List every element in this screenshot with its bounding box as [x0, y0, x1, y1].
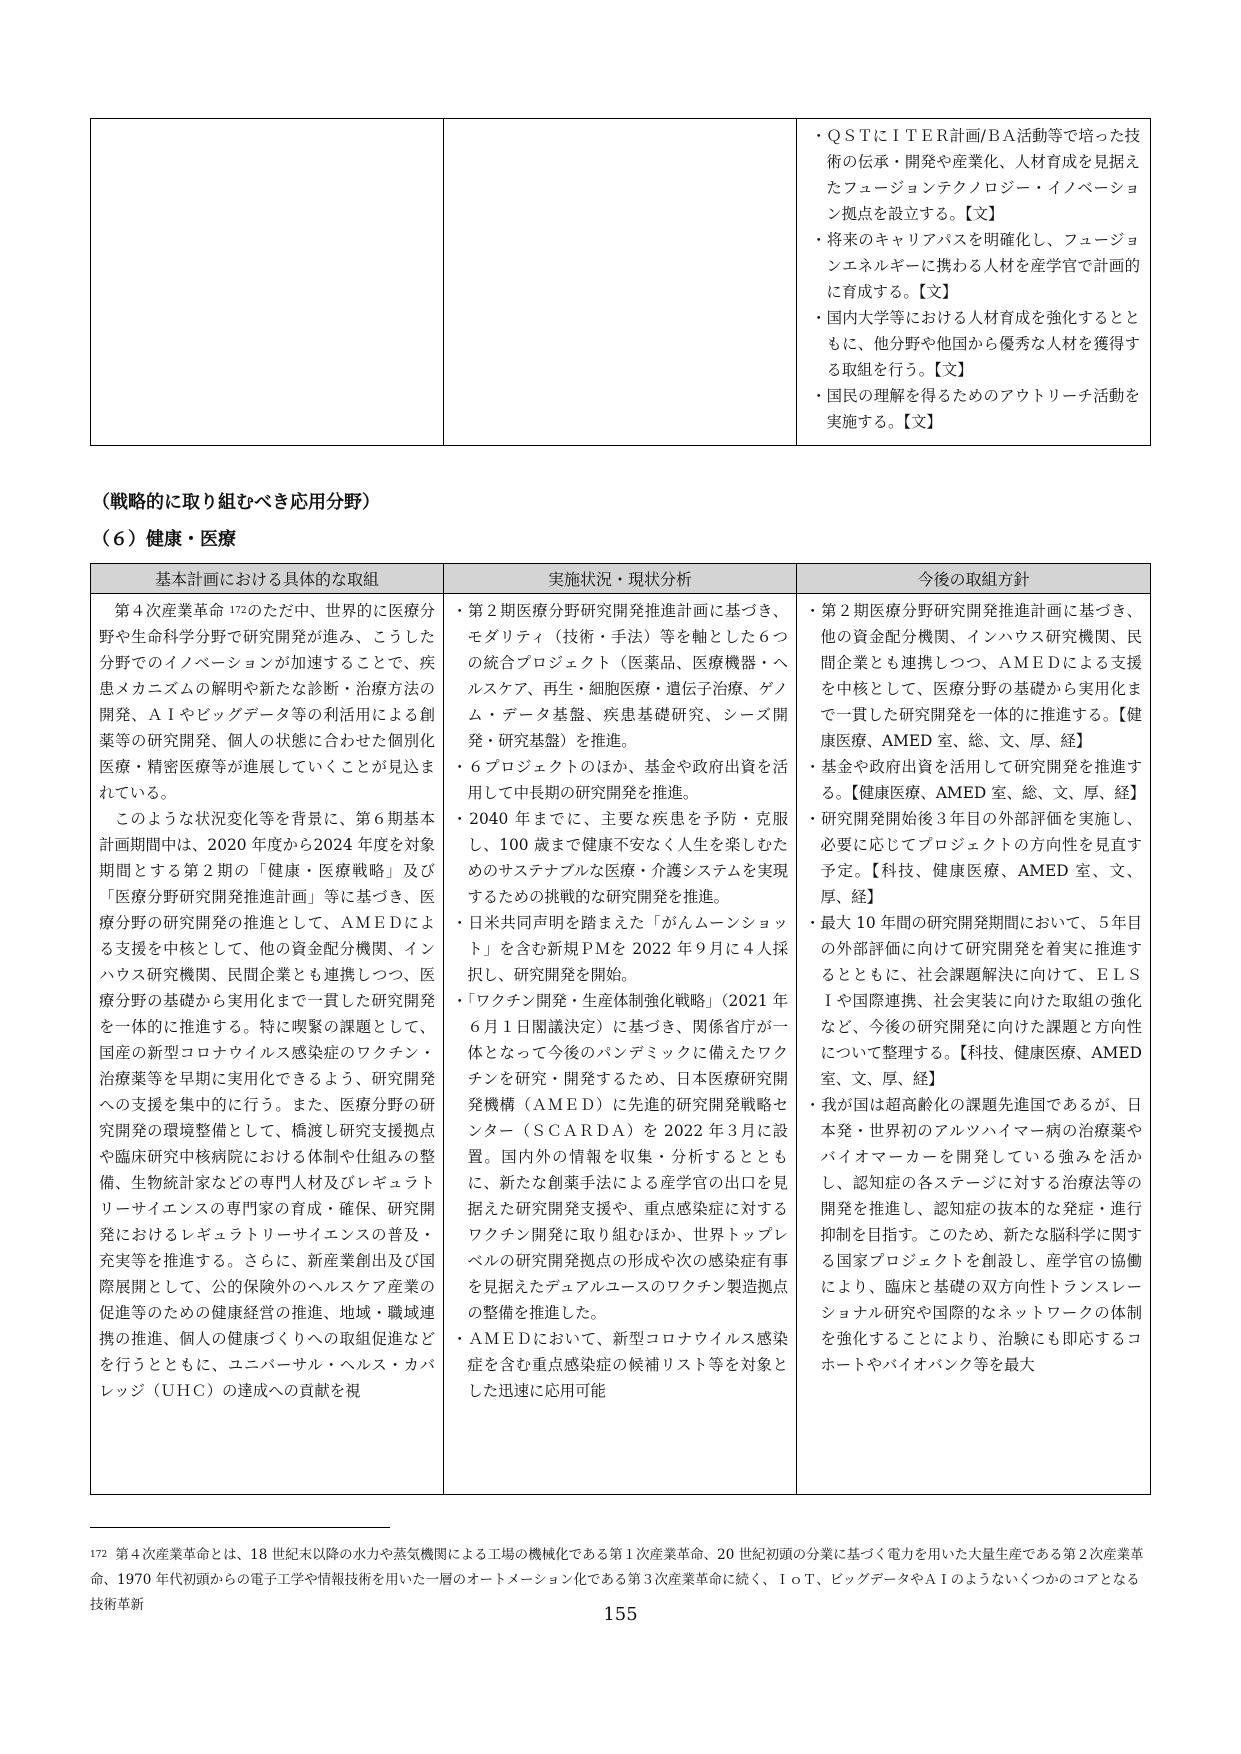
status-cell [444, 594, 797, 1495]
continuation-cell-plan [91, 119, 444, 446]
list-item: ・将来のキャリアパスを明確化し、フュージョンエネルギーに携わる人材を産学官で計画的に育成する。【文】 [811, 231, 1140, 301]
footnote-ref: 172 [229, 606, 247, 616]
column-header: 今後の取組方針 [797, 564, 1151, 594]
status-list [452, 598, 788, 1404]
health-medical-table [90, 563, 1151, 1495]
plan-text [99, 598, 435, 1404]
page-number: 155 [603, 1604, 638, 1625]
list-item: ・国内大学等における人材育成を強化するとともに、他分野や他国から優秀な人材を獲得する取組を行う。【文】 [811, 309, 1140, 379]
list-item: ・最大 10 年間の研究開発期間において、５年目の外部評価に向けて研究開発を着実に推進するとともに、社会課題解決に向けて、ＥＬＳＩや国際連携、社会実装に向けた取組の強化など、今後の研究開発に向けた課題と方向性について整理する。【科技、健康医療、AMED 室、文、厚、経】 [805, 914, 1142, 1088]
text-span: 第４次産業革命 [114, 602, 225, 620]
list-item: ・基金や政府出資を活用して研究開発を推進する。【健康医療、AMED 室、総、文、厚、経】 [805, 758, 1146, 802]
subsection-heading: （６）健康・医療 [92, 529, 236, 550]
continuation-cell-status [444, 119, 797, 446]
plan-paragraph [99, 598, 435, 806]
policy-list [805, 598, 1146, 1378]
list-item: ・ＱＳＴにＩＴＥＲ計画/ＢＡ活動等で培った技術の伝承・開発や産業化、人材育成を見据えたフュージョンテクノロジー・イノベーション拠点を設立する。【文】 [811, 127, 1140, 223]
list-item: ・2040 年までに、主要な疾患を予防・克服し、100 歳まで健康不安なく人生を楽しむためのサステナブルな医療・介護システムを実現するための挑戦的な研究開発を推進。 [452, 810, 788, 906]
continuation-table [90, 118, 1151, 446]
list-item: ・研究開発開始後３年目の外部評価を実施し、必要に応じてプロジェクトの方向性を見直す予定。【科技、健康医療、AMED 室、文、厚、経】 [805, 810, 1142, 906]
list-item: ・６プロジェクトのほか、基金や政府出資を活用して中長期の研究開発を推進。 [452, 758, 788, 802]
list-item: ・国民の理解を得るためのアウトリーチ活動を実施する。【文】 [811, 387, 1140, 431]
section-heading: （戦略的に取り組むべき応用分野） [92, 492, 380, 513]
continuation-cell-policy [797, 119, 1151, 446]
list-item: ・日米共同声明を踏まえた「がんムーンショット」を含む新規ＰＭを 2022 年９月に４人採択し、研究開発を開始。 [452, 914, 788, 984]
list-item: ・我が国は超高齢化の課題先進国であるが、日本発・世界初のアルツハイマー病の治療薬やバイオマーカーを開発している強みを活かし、認知症の各ステージに対する治療法等の開発を推進し、認知症の抜本的な発症・進行抑制を目指す。このため、新たな脳科学に関する国家プロジェクトを創設し、産学官の協働により、臨床と基礎の双方向性トランスレーショナル研究や国際的なネットワークの体制を強化することにより、治験にも即応するコホートやバイオバンク等を最大 [805, 1096, 1142, 1374]
continuation-policy-list [811, 123, 1140, 435]
footnote-text: 第４次産業革命とは、18 世紀末以降の水力や蒸気機関による工場の機械化である第１次産業革命、20 世紀初頭の分業に基づく電力を用いた大量生産である第２次産業革命、1970 年代初頭からの電子工学や情報技術を用いた一層のオートメーション化である第３次産業革命に続く、ＩｏＴ、ビッグデータやＡＩのようないくつかのコアとなる技術革新 [90, 1547, 1144, 1613]
footnote-number: 172 [90, 1550, 108, 1560]
list-item: ・「ワクチン開発・生産体制強化戦略」（2021 年６月１日閣議決定）に基づき、関係省庁が一体となって今後のパンデミックに備えたワクチンを研究・開発するため、日本医療研究開発機構（ＡＭＥＤ）に先進的研究開発戦略センター（ＳＣＡＲＤＡ）を 2022 年３月に設置。国内外の情報を収集・分析するとともに、新たな創薬手法による産学官の出口を見据えた研究開発支援や、重点感染症に対するワクチン開発に取り組むほか、世界トップレベルの研究開発拠点の形成や次の感染症有事を見据えたデュアルユースのワクチン製造拠点の整備を推進した。 [452, 992, 788, 1322]
column-header: 基本計画における具体的な取組 [91, 564, 444, 594]
footnote-divider [90, 1527, 390, 1528]
policy-cell [797, 594, 1151, 1495]
column-header: 実施状況・現状分析 [444, 564, 797, 594]
list-item: ・第２期医療分野研究開発推進計画に基づき、モダリティ（技術・手法）等を軸とした６つの統合プロジェクト（医薬品、医療機器・ヘルスケア、再生・細胞医療・遺伝子治療、ゲノム・データ基盤、疾患基礎研究、シーズ開発・研究基盤）を推進。 [452, 602, 788, 750]
plan-cell [91, 594, 444, 1495]
list-item: ・ＡＭＥＤにおいて、新型コロナウイルス感染症を含む重点感染症の候補リスト等を対象とした迅速に応用可能 [452, 1330, 788, 1400]
plan-paragraph: このような状況変化等を背景に、第６期基本計画期間中は、2020 年度から2024 年度を対象期間とする第２期の「健康・医療戦略」及び「医療分野研究開発推進計画」等に基づき、医療分野の研究開発の推進として、ＡＭＥＤによる支援を中核として、他の資金配分機関、インハウス研究機関、民間企業とも連携しつつ、医療分野の基礎から実用化まで一貫した研究開発を一体的に推進する。特に喫緊の課題として、国産の新型コロナウイルス感染症のワクチン・治療薬等を早期に実用化できるよう、研究開発への支援を集中的に行う。また、医療分野の研究開発の環境整備として、橋渡し研究支援拠点や臨床研究中核病院における体制や仕組みの整備、生物統計家などの専門人材及びレギュラトリーサイエンスの専門家の育成・確保、研究開発におけるレギュラトリーサイエンスの普及・充実等を推進する。さらに、新産業創出及び国際展開として、公的保険外のヘルスケア産業の促進等のための健康経営の推進、地域・職域連携の推進、個人の健康づくりへの取組促進などを行うとともに、ユニバーサル・ヘルス・カバレッジ（ＵＨＣ）の達成への貢献を視 [99, 810, 435, 1400]
text-span: のただ中、世界的に医療分野や生命科学分野で研究開発が進み、こうした分野でのイノベーションが加速することで、疾患メカニズムの解明や新たな診断・治療方法の開発、ＡＩやビッグデータ等の利活用による創薬等の研究開発、個人の状態に合わせた個別化医療・精密医療等が進展していくことが見込まれている。 [99, 602, 435, 802]
list-item: ・第２期医療分野研究開発推進計画に基づき、他の資金配分機関、インハウス研究機関、民間企業とも連携しつつ、ＡＭＥＤによる支援を中核として、医療分野の基礎から実用化まで一貫した研究開発を一体的に推進する。【健康医療、AMED 室、総、文、厚、経】 [805, 602, 1142, 750]
